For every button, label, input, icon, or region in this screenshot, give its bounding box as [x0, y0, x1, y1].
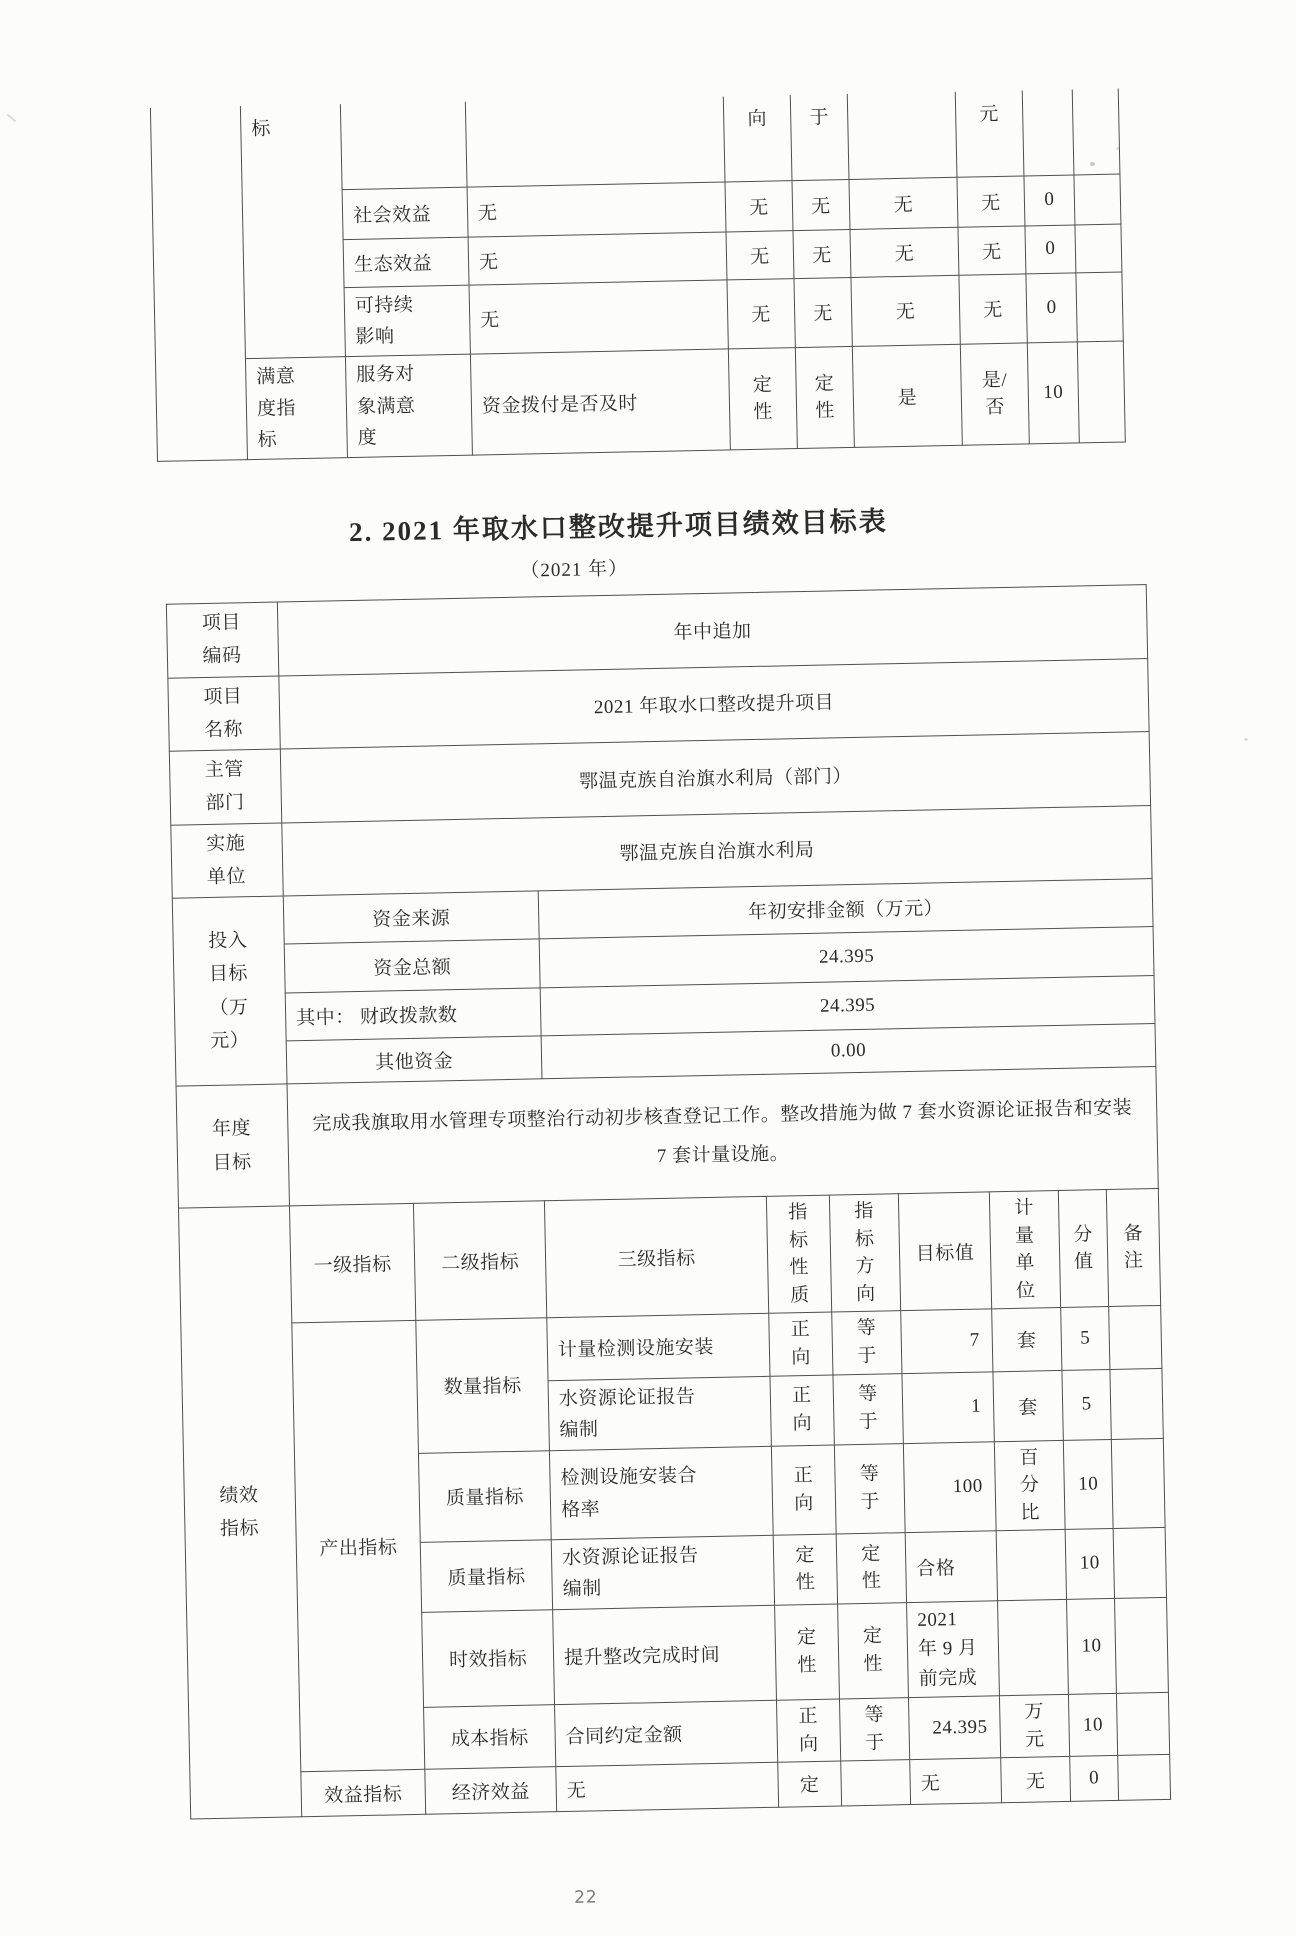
cell-unit: 无	[1001, 1757, 1071, 1803]
cell-target: 无	[850, 227, 959, 277]
cell-unit: 元	[955, 90, 1024, 176]
cell-note	[1111, 1438, 1165, 1529]
indicator-group-label: 绩效指标	[178, 1206, 301, 1819]
cell-target: 无	[910, 1758, 1002, 1805]
cell-level1: 满意度指标	[245, 357, 347, 460]
cell-direction: 定性	[836, 1533, 906, 1604]
cell-nature: 定性	[773, 1534, 837, 1605]
cell-blank-left	[150, 106, 247, 461]
fiscal-allocation-label: 其中： 财政拨款数	[285, 988, 541, 1041]
funding-source-value: 年初安排金额（万元）	[538, 879, 1153, 939]
cell-level3	[465, 96, 725, 186]
cell-level3: 无	[468, 231, 727, 284]
cell-target: 1	[902, 1371, 994, 1443]
cell-nature: 正向	[770, 1375, 834, 1446]
cell-level2: 经济效益	[425, 1767, 557, 1815]
cell-level2: 社会效益	[342, 187, 468, 239]
cell-level3: 检测设施安装合格率	[549, 1446, 773, 1540]
cell-level3: 无	[556, 1762, 779, 1811]
cell-target	[847, 92, 957, 179]
project-code-label: 项目编码	[166, 602, 278, 678]
cell-nature: 正向	[771, 1445, 836, 1536]
table-row	[155, 341, 1125, 461]
cell-note	[1074, 174, 1121, 225]
cell-note	[1113, 1528, 1166, 1599]
implementer-value: 鄂温克族自治旗水利局	[282, 805, 1152, 896]
cell-direction: 等于	[833, 1373, 903, 1444]
cell-unit: 是/否	[960, 343, 1029, 445]
cell-target: 无	[851, 275, 960, 347]
cell-target: 2021 年 9 月前完成	[907, 1601, 1000, 1698]
cell-level2: 可持续影响	[344, 285, 470, 357]
cell-score: 10	[1067, 1598, 1117, 1694]
section-title: 2. 2021 年取水口整改提升项目绩效目标表	[348, 506, 889, 548]
cell-level2	[340, 102, 467, 189]
annual-goal-label: 年度目标	[176, 1084, 289, 1208]
cell-nature: 正向	[776, 1699, 840, 1762]
other-funds-label: 其他资金	[286, 1036, 542, 1084]
cell-level2: 服务对象满意度	[345, 354, 472, 458]
cell-direction: 等于	[834, 1443, 905, 1534]
cell-level3: 合同约定金额	[555, 1700, 778, 1767]
table-row	[178, 1189, 1160, 1326]
header-level3: 三级指标	[544, 1197, 768, 1319]
cell-level2: 时效指标	[422, 1610, 555, 1708]
cell-note	[1076, 272, 1123, 343]
cell-unit: 百分比	[994, 1440, 1065, 1531]
table-row	[176, 1067, 1158, 1209]
cell-nature: 定性	[728, 348, 797, 450]
cell-score: 10	[1068, 1694, 1117, 1757]
cell-unit: 万元	[999, 1695, 1069, 1758]
cell-nature: 无	[727, 278, 795, 349]
cell-level3: 无	[467, 181, 726, 236]
section-subtitle: （2021 年）	[520, 558, 629, 582]
header-note: 备注	[1106, 1189, 1160, 1307]
cell-note	[1110, 1368, 1163, 1439]
cell-direction: 等于	[839, 1698, 909, 1761]
project-name-value: 2021 年取水口整改提升项目	[279, 658, 1149, 749]
implementer-label: 实施单位	[171, 823, 283, 899]
document-page	[0, 103, 1280, 1936]
cell-nature: 无	[726, 230, 794, 279]
cell-nature: 向	[723, 95, 792, 181]
cell-score: 10	[1063, 1439, 1113, 1530]
funding-total-label: 资金总额	[284, 939, 540, 993]
cell-score: 0	[1026, 272, 1077, 343]
project-name-label: 项目名称	[168, 676, 280, 752]
cell-level3: 无	[469, 279, 728, 354]
cell-target: 无	[849, 177, 958, 229]
header-level1: 一级指标	[289, 1204, 415, 1324]
annual-goal-text: 完成我旗取用水管理专项整治行动初步核查登记工作。整改措施为做 7 套水资源论证报告和安装 7 套计量设施。	[287, 1067, 1158, 1206]
cell-score: 5	[1062, 1369, 1111, 1440]
authority-value: 鄂温克族自治旗水利局（部门）	[280, 732, 1150, 823]
cell-direction: 无	[792, 179, 850, 230]
cell-level3: 水资源论证报告编制	[548, 1376, 771, 1450]
cell-unit	[996, 1530, 1066, 1601]
cell-direction	[841, 1760, 911, 1806]
cell-nature: 定性	[775, 1604, 840, 1701]
cell-note	[1118, 1755, 1171, 1801]
cell-target: 是	[852, 344, 962, 447]
cell-target: 合格	[905, 1531, 997, 1602]
cell-direction: 等于	[832, 1311, 902, 1374]
cell-target: 7	[901, 1309, 993, 1373]
cell-level2: 质量指标	[418, 1450, 551, 1542]
cell-level2: 生态效益	[343, 237, 469, 287]
cell-score: 5	[1061, 1307, 1110, 1370]
cell-score	[1022, 89, 1074, 175]
cell-level1: 标	[240, 104, 345, 359]
cell-direction: 定性	[795, 347, 854, 449]
cell-note	[1115, 1597, 1169, 1693]
header-score: 分值	[1058, 1190, 1108, 1308]
header-unit: 计量单位	[989, 1191, 1060, 1310]
header-level2: 二级指标	[413, 1201, 546, 1321]
cell-note	[1077, 341, 1125, 443]
page-number: 22	[573, 1887, 598, 1909]
carryover-indicator-table	[150, 89, 1126, 463]
cell-score: 10	[1065, 1529, 1114, 1600]
cell-score: 0	[1070, 1756, 1119, 1802]
cell-unit: 无	[959, 273, 1027, 344]
investment-label: 投入目标（万元）	[172, 896, 287, 1086]
cell-target: 100	[903, 1441, 996, 1532]
authority-label: 主管部门	[169, 749, 281, 825]
cell-score: 10	[1027, 342, 1079, 444]
header-target: 目标值	[898, 1192, 991, 1311]
cell-unit	[998, 1599, 1069, 1696]
cell-level3: 资金拨付是否及时	[470, 349, 730, 455]
cell-score: 0	[1024, 174, 1075, 225]
cell-direction: 于	[790, 94, 849, 180]
cell-level3: 水资源论证报告编制	[551, 1535, 774, 1609]
other-funds-value: 0.00	[541, 1024, 1156, 1079]
scanned-content	[0, 86, 1296, 1920]
cell-note	[1075, 224, 1122, 273]
cell-direction: 无	[794, 277, 852, 348]
cell-level2: 数量指标	[416, 1318, 550, 1453]
funding-total-value: 24.395	[539, 927, 1154, 988]
cell-note	[1072, 89, 1120, 175]
cell-level3: 提升整改完成时间	[553, 1605, 777, 1705]
cell-target: 24.395	[908, 1696, 1000, 1760]
cell-note	[1116, 1693, 1169, 1756]
cell-level2: 质量指标	[420, 1540, 552, 1612]
cell-score: 0	[1025, 224, 1076, 273]
cell-direction: 定性	[838, 1602, 909, 1699]
cell-unit: 无	[958, 225, 1026, 274]
cell-level2: 成本指标	[424, 1705, 556, 1770]
fiscal-allocation-value: 24.395	[540, 976, 1155, 1036]
cell-level1: 产出指标	[292, 1321, 425, 1772]
cell-unit: 套	[992, 1308, 1062, 1371]
header-direction: 指标方向	[829, 1194, 900, 1313]
cell-nature: 正向	[769, 1312, 833, 1375]
cell-direction: 无	[793, 229, 851, 278]
project-code-value: 年中追加	[277, 585, 1147, 676]
cell-unit: 套	[993, 1370, 1063, 1441]
cell-note	[1109, 1306, 1162, 1369]
cell-nature: 无	[725, 180, 793, 231]
cell-unit: 无	[957, 175, 1025, 226]
cell-level3: 计量检测设施安装	[547, 1314, 770, 1381]
header-nature: 指标性质	[766, 1195, 831, 1313]
performance-target-table	[166, 584, 1171, 1819]
cell-nature: 定	[778, 1761, 842, 1807]
cell-level1: 效益指标	[301, 1770, 426, 1817]
funding-source-label: 资金来源	[283, 891, 539, 944]
